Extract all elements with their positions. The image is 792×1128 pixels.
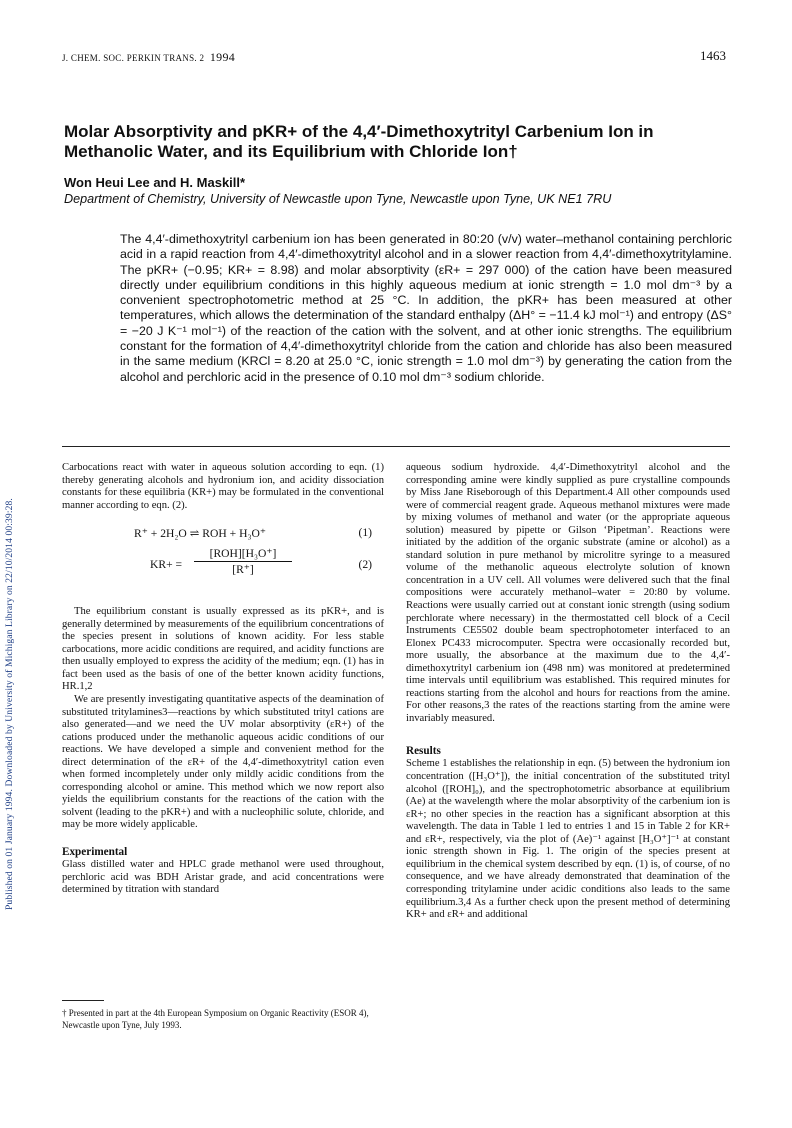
right-column bbox=[406, 462, 730, 922]
equations-block bbox=[62, 512, 384, 606]
left-column bbox=[62, 462, 384, 897]
experimental-heading: Experimental bbox=[62, 846, 128, 859]
equation-2-lhs: KR+ = bbox=[150, 558, 183, 572]
article-affiliation: Department of Chemistry, University of Newcastle upon Tyne, Newcastle upon Tyne, UK NE1 7RU bbox=[64, 192, 612, 206]
footnote: † Presented in part at the 4th European Symposium on Organic Reactivity (ESOR 4), Newcastle upon Tyne, July 1993. bbox=[62, 1008, 369, 1030]
equation-2-fraction bbox=[194, 546, 292, 576]
experimental-paragraph: Glass distilled water and HPLC grade methanol were used throughout, perchloric acid was BDH Aristar grade, and acid concentrations were determined by titration with standard bbox=[62, 859, 384, 896]
running-head bbox=[62, 50, 235, 65]
journal-name: J. CHEM. SOC. PERKIN TRANS. 2 bbox=[62, 53, 205, 63]
results-paragraph: Scheme 1 establishes the relationship in eqn. (5) between the hydronium ion concentration ([H₃O⁺]), the initial concentration of the substituted trityl alcohol ([ROH]₀), and the spectrophotometric absorbance at equilibrium (Ae) at the wavelength where the molar absorptivity of the carbenium ion is εR+; no other species in the reaction has a significant absorption at this wavelength. The data in Table 1 led to entries 1 and 15 in Table 2 for KR+ and εR+, respectively, via the plot of (Ae)⁻¹ against [H₃O⁺]⁻¹ at constant ionic strength shown in Fig. 1. The origin of the species present at equilibrium in the chemical system described by eqn. (1) is, of course, of no consequence, and we have already demonstrated that deamination of the corresponding tritylamine under acidic conditions also leads to the same equilibrium.3,4 As a further check upon the present method of determining KR+ and εR+ and additional bbox=[406, 758, 730, 921]
equation-2-number: (2) bbox=[358, 558, 372, 572]
equation-1: R⁺ + 2H₂O ⇌ ROH + H₃O⁺ bbox=[134, 527, 267, 541]
article-title: Molar Absorptivity and pKR+ of the 4,4′-Dimethoxytrityl Carbenium Ion in Methanolic Water, and its Equilibrium with Chloride Ion† bbox=[64, 122, 654, 161]
page-number: 1463 bbox=[700, 48, 726, 63]
equation-2-denominator: [R⁺] bbox=[232, 563, 254, 577]
results-heading: Results bbox=[406, 745, 441, 758]
equation-1-number: (1) bbox=[358, 526, 372, 540]
experimental-continued-paragraph: aqueous sodium hydroxide. 4,4′-Dimethoxytrityl alcohol and the corresponding amine were kindly supplied as pure crystalline compounds by Miss Jane Riseborough of this Department.4 All other compounds used were of commercial reagent grade. Aqueous methanol mixtures were made by mixing volumes of methanol and water (or the appropriate aqueous solution) measured by pipette or Gilson ‘Pipetman’. Reactions were initiated by the addition of the organic substrate (amine or alcohol) as a standard solution in pure methanol by microlitre syringe to a measured volume of the methanolic aqueous electrolyte solution of known concentration in a UV cell. All volumes were delivered such that the final compositions were accurately methanol–water = 20:80 by volume. Reactions were usually carried out at constant ionic strength (using sodium perchlorate where necessary) in the thermostatted cell block of a Cecil Instruments CE5502 double beam spectrophotometer interfaced to an Elonex PC433 microcomputer. Spectra were occasionally recorded but, more usually, the absorbance at the maximum due to the 4,4′-dimethoxytrityl carbenium ion (498 nm) was monitored at predetermined time intervals until equilibrium was established. This required minutes for reactions starting from the alcohol and hours for reactions from the amine. For other reasons,3 the rates of the reactions starting from the amine were invariably measured. bbox=[406, 462, 730, 724]
abstract: The 4,4′-dimethoxytrityl carbenium ion has been generated in 80:20 (v/v) water–methanol containing perchloric acid in a rapid reaction from 4,4′-dimethoxytrityl alcohol and in a slower reaction from 4,4′-dimethoxytritylamine. The pKR+ (−0.95; KR+ = 8.98) and molar absorptivity (εR+ = 297 000) of the cation have been measured directly under equilibrium conditions in this highly aqueous medium at ionic strength = 1.0 mol dm⁻³ by a convenient spectrophotometric method at 25 °C. In addition, the pKR+ has been measured at other temperatures, which allows the determination of the standard enthalpy (ΔH° = −11.4 kJ mol⁻¹) and entropy (ΔS° = −20 J K⁻¹ mol⁻¹) of the reaction of the cation with the solvent, and at other ionic strengths. The equilibrium constant for the formation of 4,4′-dimethoxytrityl chloride from the cation and chloride has also been measured in the same medium (KRCl = 8.20 at 25.0 °C, ionic strength = 1.0 mol dm⁻³) by generating the cation from the alcohol and perchloric acid in the presence of 0.10 mol dm⁻³ sodium chloride. bbox=[120, 232, 732, 384]
footnote-divider bbox=[62, 1000, 104, 1001]
paragraph-equilibrium-constant: The equilibrium constant is usually expressed as its pKR+, and is generally determined by measurements of the equilibrium concentrations of the species present in solutions of known acidity. For less stable carbocations, more acidic conditions are required, and acidity functions are then usually employed to express the acidity of the medium; eqn. (1) has in fact been used as the basis of one of the better known acidity functions, HR.1,2 bbox=[62, 606, 384, 693]
download-watermark: Published on 01 January 1994. Downloaded by University of Michigan Library on 22/10/2014 00:39:28. bbox=[4, 498, 15, 910]
equation-2-numerator: [ROH][H₃O⁺] bbox=[194, 546, 292, 562]
article-authors: Won Heui Lee and H. Maskill* bbox=[64, 175, 246, 190]
journal-year: 1994 bbox=[209, 50, 236, 64]
section-divider bbox=[62, 446, 730, 447]
paragraph-investigation: We are presently investigating quantitative aspects of the deamination of substituted tritylamines3—reactions by which substituted trityl cations are also generated—and we need the UV molar absorptivity (εR+) of the cations produced under the methanolic aqueous acidic conditions of our reactions. We have developed a simple and convenient method for the direct determination of the εR+ of the 4,4′-dimethoxytrityl cation even when formed incompletely under only mildly acidic conditions from the corresponding alcohol or amine. This method which we now report also yields the equilibrium constants for the reactions of the cation with the solvent (leading to the pKR+) and with a nucleophilic solute, chloride, and may be more widely applicable. bbox=[62, 694, 384, 831]
intro-paragraph: Carbocations react with water in aqueous solution according to eqn. (1) thereby generating alcohols and hydronium ion, and acidity dissociation constants for these equilibria (KR+) may be formulated in the conventional manner according to eqn. (2). bbox=[62, 462, 384, 511]
